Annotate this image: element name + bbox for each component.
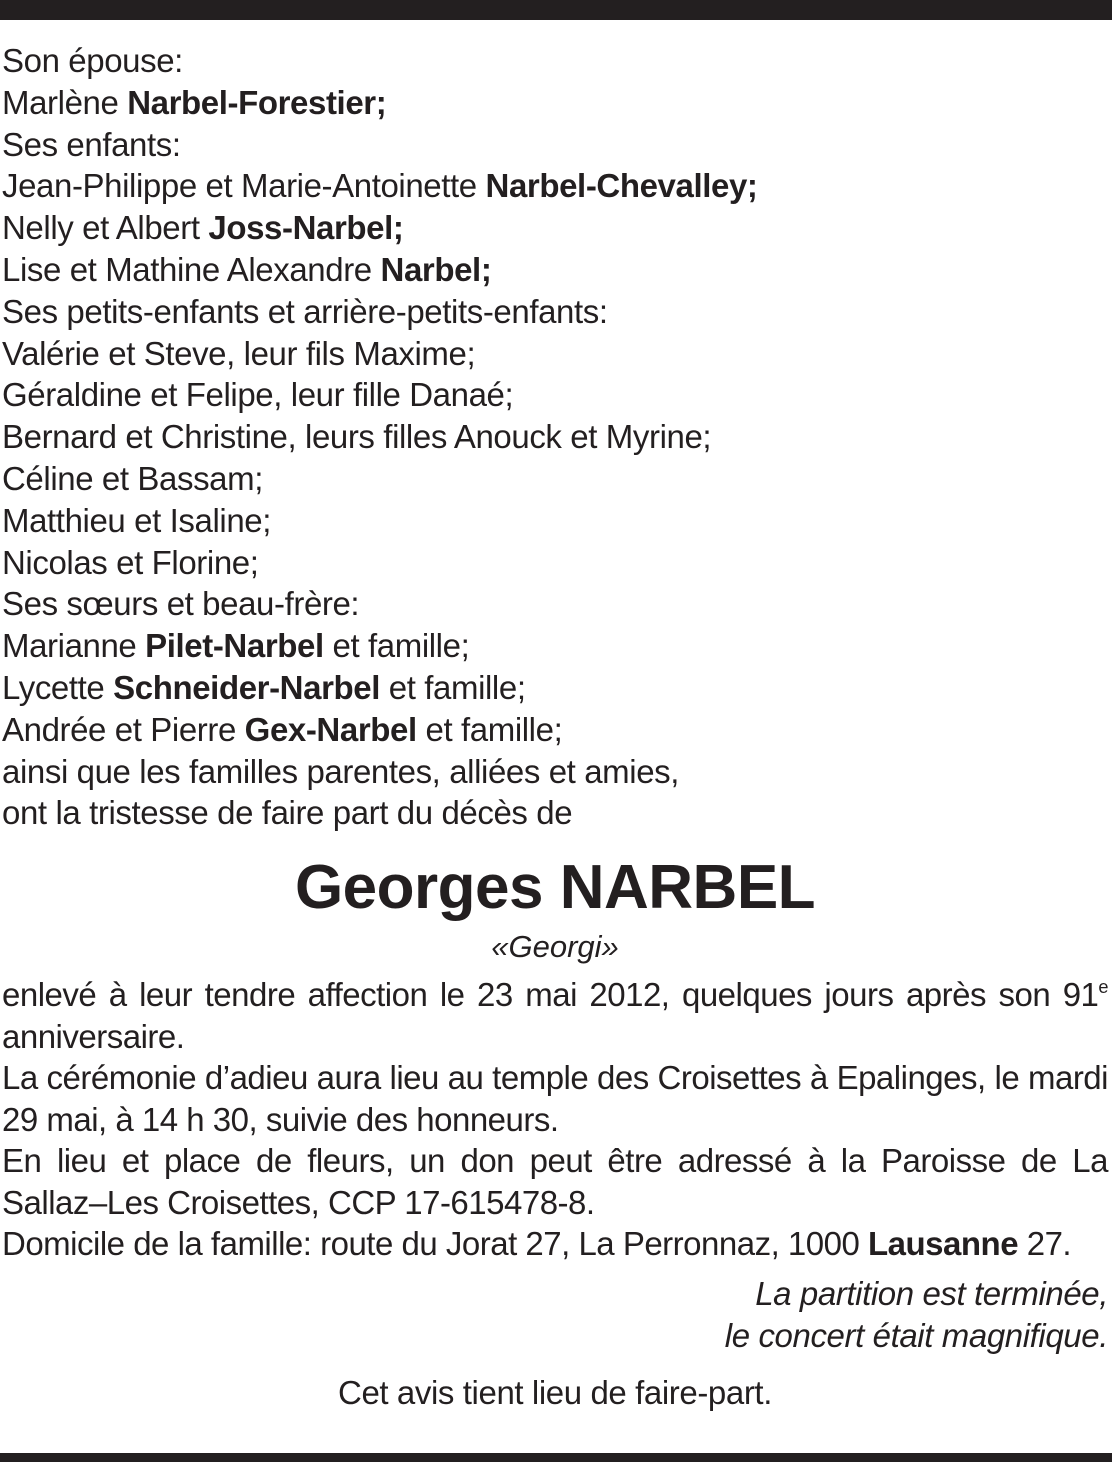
bottom-rule [0, 1453, 1112, 1462]
family-line: Nelly et Albert Joss-Narbel; [2, 209, 404, 247]
closing-quote [2, 1273, 1108, 1357]
family-line: Céline et Bassam; [2, 459, 263, 497]
death-paragraph: enlevé à leur tendre affection le 23 mai 2012, quelques jours après son 91e anniversaire. [2, 976, 1108, 1055]
family-line: Marianne Pilet-Narbel et famille; [2, 627, 470, 665]
family-line: Nicolas et Florine; [2, 543, 259, 581]
family-list [2, 40, 1108, 751]
body-text [2, 974, 1108, 1265]
deceased-nickname: «Georgi» [491, 929, 619, 965]
domicile-paragraph: Domicile de la famille: route du Jorat 27, La Perronnaz, 1000 Lausanne 27. [2, 1225, 1072, 1263]
top-rule [0, 0, 1112, 20]
intro-line-1: ainsi que les familles parentes, alliées et amies, [2, 752, 680, 790]
family-line: Matthieu et Isaline; [2, 501, 271, 539]
notice-text: Cet avis tient lieu de faire-part. [338, 1373, 772, 1411]
family-line: Bernard et Christine, leurs filles Anouck et Myrine; [2, 418, 712, 456]
family-line: Son épouse: [2, 42, 183, 79]
family-line: Géraldine et Felipe, leur fille Danaé; [2, 376, 514, 414]
family-line: Andrée et Pierre Gex-Narbel et famille; [2, 710, 563, 748]
quote-line-2: le concert était magnifique. [724, 1316, 1108, 1354]
family-line: Lise et Mathine Alexandre Narbel; [2, 250, 492, 288]
family-line: Valérie et Steve, leur fils Maxime; [2, 334, 476, 372]
donation-paragraph: En lieu et place de fleurs, un don peut être adressé à la Paroisse de La Sallaz–Les Croisettes, CCP 17-615478-8. [2, 1142, 1108, 1221]
family-line: Ses sœurs et beau-frère: [2, 585, 360, 623]
ceremony-paragraph: La cérémonie d’adieu aura lieu au temple des Croisettes à Epalinges, le mardi 29 mai, à 14 h 30, suivie des honneurs. [2, 1059, 1108, 1138]
family-line: Ses petits-enfants et arrière-petits-enfants: [2, 292, 608, 330]
deceased-name: Georges NARBEL [294, 853, 816, 923]
quote-line-1: La partition est terminée, [755, 1274, 1108, 1312]
intro-line-2: ont la tristesse de faire part du décès de [2, 794, 573, 832]
family-line: Ses enfants: [2, 125, 181, 163]
obituary-notice [2, 40, 1108, 1415]
family-line: Lycette Schneider-Narbel et famille; [2, 668, 526, 706]
family-line: Marlène Narbel-Forestier; [2, 83, 387, 121]
family-line: Jean-Philippe et Marie-Antoinette Narbel-Chevalley; [2, 167, 758, 205]
